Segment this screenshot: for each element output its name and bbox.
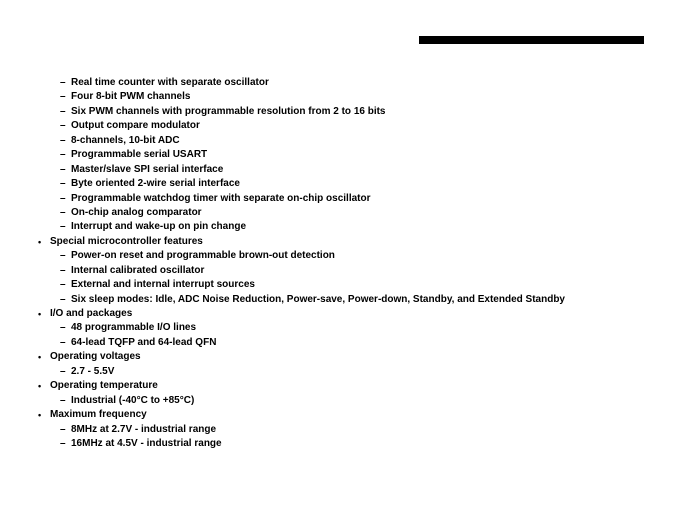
feature-list [0, 76, 680, 451]
feature-item [0, 321, 680, 335]
feature-item [0, 119, 680, 133]
dash-icon: – [60, 91, 66, 103]
feature-heading-text: Maximum frequency [50, 409, 147, 421]
feature-item [0, 134, 680, 148]
dash-icon: – [60, 221, 66, 233]
feature-item [0, 437, 680, 451]
dash-icon: – [60, 77, 66, 88]
bullet-icon: • [38, 381, 42, 392]
feature-item [0, 264, 680, 278]
dash-icon: – [60, 279, 66, 291]
feature-item-text: Internal calibrated oscillator [71, 264, 205, 276]
dash-icon: – [60, 336, 66, 348]
feature-item-text: 8-channels, 10-bit ADC [71, 134, 180, 146]
feature-item-text: 48 programmable I/O lines [71, 322, 197, 334]
feature-item-text: 64-lead TQFP and 64-lead QFN [71, 336, 217, 348]
feature-item-text: On-chip analog comparator [71, 206, 202, 218]
dash-icon: – [60, 423, 66, 435]
feature-item [0, 336, 680, 350]
dash-icon: – [60, 394, 66, 406]
feature-item [0, 177, 680, 191]
feature-item-text: 8MHz at 2.7V - industrial range [71, 423, 217, 435]
feature-item [0, 206, 680, 220]
feature-item-text: Four 8-bit PWM channels [71, 91, 191, 103]
feature-heading-text: I/O and packages [50, 308, 133, 319]
feature-item [0, 148, 680, 162]
dash-icon: – [60, 134, 66, 146]
bullet-icon: • [38, 309, 42, 319]
bullet-icon: • [38, 236, 42, 247]
feature-heading [0, 350, 680, 364]
dash-icon: – [60, 120, 66, 132]
feature-item-text: Six PWM channels with programmable resolution from 2 to 16 bits [71, 105, 386, 117]
feature-item [0, 90, 680, 104]
dash-icon: – [60, 192, 66, 204]
feature-heading [0, 408, 680, 422]
feature-item-text: Power-on reset and programmable brown-out detection [71, 250, 335, 262]
dash-icon: – [60, 293, 66, 305]
feature-heading-text: Operating temperature [50, 380, 158, 392]
dash-icon: – [60, 322, 66, 334]
feature-heading [0, 235, 680, 249]
dash-icon: – [60, 178, 66, 190]
feature-item [0, 365, 680, 379]
dash-icon: – [60, 149, 66, 161]
feature-item-text: Programmable serial USART [71, 149, 208, 161]
feature-item-text: Master/slave SPI serial interface [71, 163, 224, 175]
feature-heading-text: Operating voltages [50, 351, 141, 363]
feature-item-text: Real time counter with separate oscillator [71, 77, 269, 88]
dash-icon: – [60, 163, 66, 175]
bullet-icon: • [38, 410, 42, 421]
feature-item-text: Six sleep modes: Idle, ADC Noise Reduction, Power-save, Power-down, Standby, and Extended Standby [71, 293, 565, 305]
feature-item-text: Output compare modulator [71, 120, 200, 132]
dash-icon: – [60, 365, 66, 377]
feature-item [0, 423, 680, 437]
feature-item-text: 2.7 - 5.5V [71, 365, 115, 377]
feature-item [0, 249, 680, 263]
feature-item [0, 76, 680, 90]
feature-item [0, 192, 680, 206]
feature-item [0, 278, 680, 292]
feature-item-text: Industrial (-40°C to +85°C) [71, 394, 195, 406]
bullet-icon: • [38, 352, 42, 363]
feature-item [0, 105, 680, 119]
feature-item-text: 16MHz at 4.5V - industrial range [71, 437, 222, 449]
feature-item-text: Interrupt and wake-up on pin change [71, 221, 247, 233]
feature-item [0, 220, 680, 234]
dash-icon: – [60, 250, 66, 262]
feature-heading-text: Special microcontroller features [50, 235, 203, 247]
header-bar [419, 36, 644, 44]
feature-item [0, 163, 680, 177]
feature-item [0, 293, 680, 307]
feature-item-text: Programmable watchdog timer with separate on-chip oscillator [71, 192, 371, 204]
feature-item-text: Byte oriented 2-wire serial interface [71, 178, 240, 190]
dash-icon: – [60, 437, 66, 449]
feature-heading [0, 307, 680, 321]
dash-icon: – [60, 264, 66, 276]
dash-icon: – [60, 105, 66, 117]
feature-item [0, 394, 680, 408]
dash-icon: – [60, 206, 66, 218]
feature-heading [0, 379, 680, 393]
feature-item-text: External and internal interrupt sources [71, 279, 255, 291]
